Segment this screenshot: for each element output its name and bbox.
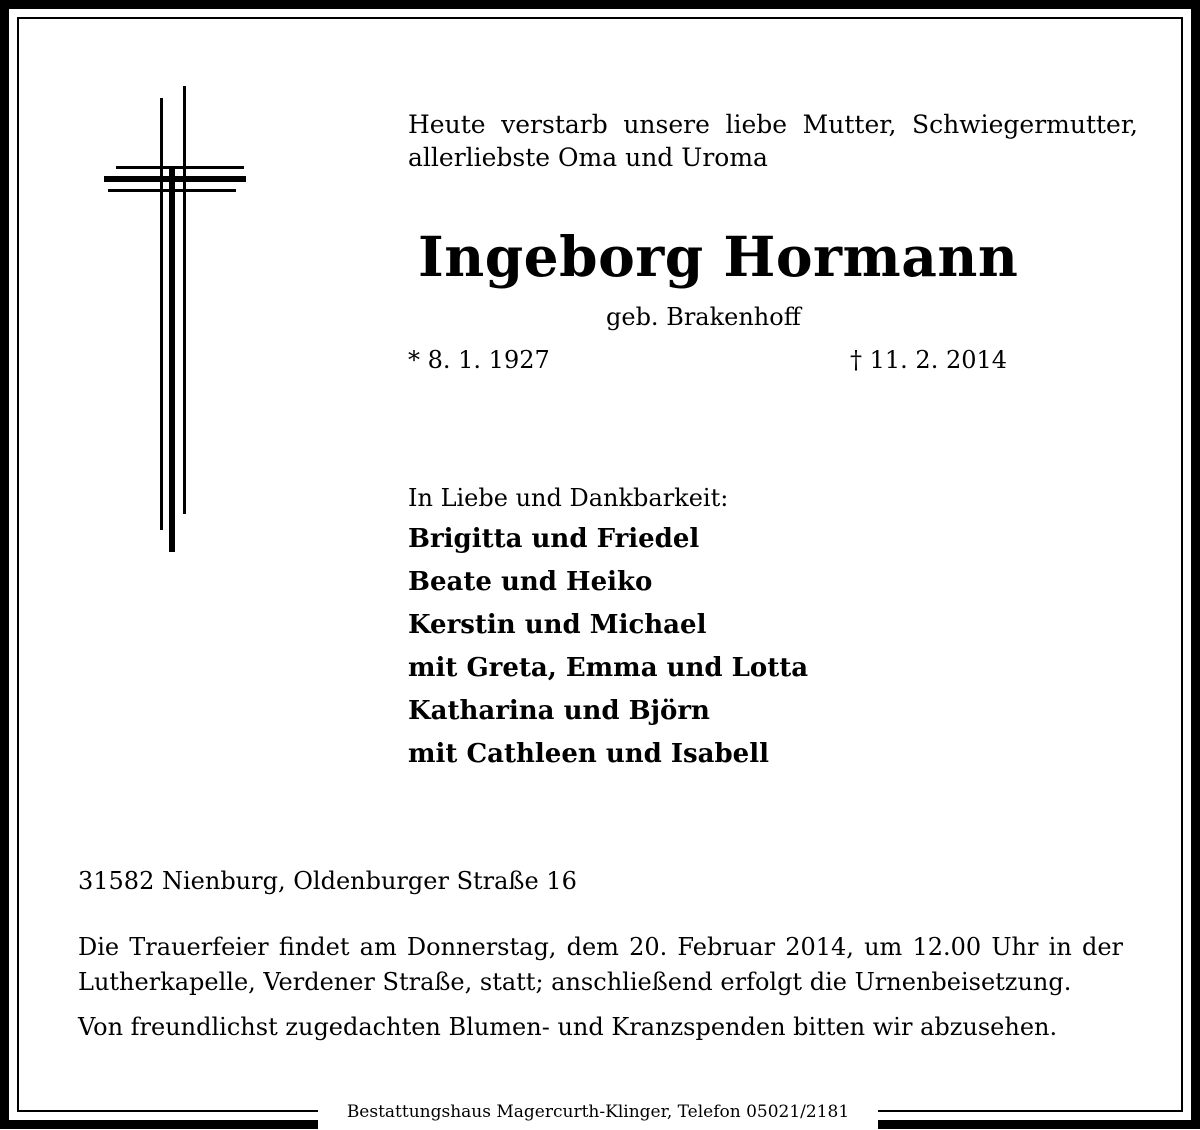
funeral-service-text: Die Trauerfeier findet am Donnerstag, dem 20. Februar 2014, um 12.00 Uhr in der Lutherkapelle, Verdener Straße, statt; anschließend erfolgt die Urnenbeisetzung.	[78, 933, 1123, 996]
mourners-list	[408, 518, 808, 776]
cross-icon	[104, 86, 246, 552]
mourner-line: Kerstin und Michael	[408, 610, 707, 640]
maiden-name: geb. Brakenhoff	[606, 303, 801, 331]
funeral-home-footer: Bestattungshaus Magercurth-Klinger, Telefon 05021/2181	[318, 1094, 878, 1130]
death-date: † 11. 2. 2014	[850, 346, 1008, 374]
intro-text: Heute verstarb unsere liebe Mutter, Schwiegermutter, allerliebste Oma und Uroma	[408, 110, 1138, 172]
mourner-line: mit Cathleen und Isabell	[408, 739, 769, 769]
mourner-line: Brigitta und Friedel	[408, 524, 700, 554]
deceased-name: Ingeborg Hormann	[418, 224, 1019, 289]
thanks-heading: In Liebe und Dankbarkeit:	[408, 484, 729, 512]
mourner-line: Katharina und Björn	[408, 696, 710, 726]
mourner-line: Beate und Heiko	[408, 567, 653, 597]
flowers-request-text: Von freundlichst zugedachten Blumen- und Kranzspenden bitten wir abzusehen.	[78, 1013, 1058, 1041]
family-address: 31582 Nienburg, Oldenburger Straße 16	[78, 867, 577, 895]
mourner-line: mit Greta, Emma und Lotta	[408, 653, 809, 683]
birth-date: * 8. 1. 1927	[408, 346, 550, 374]
